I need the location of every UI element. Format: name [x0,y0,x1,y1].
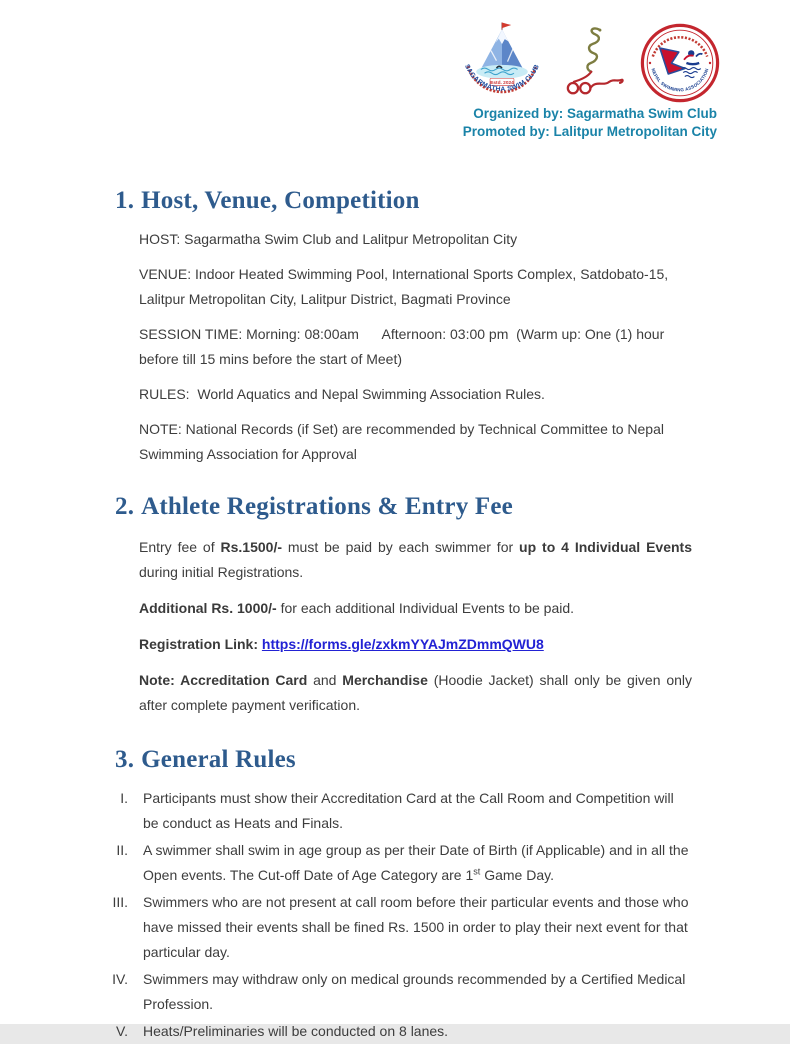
accreditation-note-paragraph [139,668,692,718]
list-item [100,838,692,888]
document-body [112,186,693,1044]
section3-heading [115,745,692,774]
section2-heading [115,492,692,521]
flag-icon [502,22,511,30]
fee-amount: Rs.1500/- [220,539,282,555]
promoted-by-text: Promoted by: Lalitpur Metropolitan City [462,124,717,139]
accreditation-bold: Note: Accreditation Card [139,672,308,688]
rule-numeral: II. [116,842,128,858]
document-header [0,0,790,141]
rule-numeral: III. [112,894,128,910]
estd-text: Estd. 2024 [490,80,514,86]
section3-number: 3. [115,746,135,773]
credits-block [0,105,717,141]
rule-text [143,838,692,888]
registration-link-paragraph [139,632,692,657]
text-segment: (Hoodie Jacket) shall only be given only after complete payment verification. [139,672,693,713]
additional-fee-paragraph [139,596,692,621]
list-item [100,890,692,965]
session-time-paragraph: SESSION TIME: Morning: 08:00am Afternoon: 03:00 pm (Warm up: One (1) hour before till 15 mins before the start of Meet) [139,326,669,367]
list-item [100,1019,692,1044]
venue-paragraph: VENUE: Indoor Heated Swimming Pool, International Sports Complex, Satdobato-15, Lalitpur Metropolitan City, Lalitpur District, Bagmati Province [139,266,669,307]
registration-link[interactable]: https://forms.gle/zxkmYYAJmZDmmQWU8 [261,636,544,652]
rule-text: Swimmers may withdraw only on medical grounds recommended by a Certified Medical Profession. [143,971,686,1012]
list-item [100,786,692,836]
registration-link-label: Registration Link: [139,636,262,652]
rule-text: Swimmers who are not present at call room before their particular events and those who have missed their events shall be fined Rs. 1500 in order to play their next event for that particular day. [143,894,689,960]
sagarmatha-swim-club-logo [456,21,548,106]
mountain-icon [480,29,524,70]
section2-number: 2. [115,493,135,520]
right-dot [709,62,711,64]
section1-number: 1. [115,187,135,214]
general-rules-list [100,786,692,1044]
merchandise-bold: Merchandise [342,672,428,688]
organized-by-text: Organized by: Sagarmatha Swim Club [473,106,717,121]
list-item [100,967,692,1017]
section2-title: Athlete Registrations & Entry Fee [141,493,513,520]
ordinal-superscript: st [473,866,481,877]
text-segment: Game Day. [480,867,554,883]
association-arc-text: NEPAL SWIMMING ASSOCIATION [650,67,710,93]
nepal-swimming-association-logo [640,23,720,103]
section3-title: General Rules [141,746,296,773]
section1-title: Host, Venue, Competition [141,187,420,214]
club-arc-text: SAGARMATHA SWIM CLUB [463,62,541,93]
logo-row [0,23,720,103]
text-segment: Entry fee of [139,539,221,555]
text-segment: for each additional Individual Events to be paid. [276,600,575,616]
rule-numeral: IV. [112,971,128,987]
water-swimmer-icon [476,64,528,78]
text-segment: and [307,672,343,688]
lalitpur-calligraphy-logo [562,23,626,103]
host-paragraph: HOST: Sagarmatha Swim Club and Lalitpur Metropolitan City [139,231,518,247]
events-limit: up to 4 Individual Events [519,539,692,555]
estd-badge [490,78,514,86]
text-segment: during initial Registrations. [139,564,304,580]
additional-fee-amount: Additional Rs. 1000/- [139,600,277,616]
text-segment: must be paid by each swimmer for [282,539,520,555]
note-paragraph: NOTE: National Records (if Set) are recommended by Technical Committee to Nepal Swimming Association for Approval [139,421,664,462]
entry-fee-paragraph [139,535,692,585]
rule-numeral: I. [120,790,128,806]
rule-numeral: V. [116,1023,128,1039]
calligraphy-stroke-icon [568,28,623,93]
rule-text: Heats/Preliminaries will be conducted on 8 lanes. [143,1023,449,1039]
left-dot [649,62,651,64]
rules-paragraph: RULES: World Aquatics and Nepal Swimming Association Rules. [139,386,545,402]
rule-text: Participants must show their Accreditation Card at the Call Room and Competition will be conduct as Heats and Finals. [143,790,674,831]
section1-heading [115,186,692,215]
text-segment: A swimmer shall swim in age group as per their Date of Birth (if Applicable) and in all the Open events. The Cut-off Date of Age Category are 1 [143,842,689,883]
